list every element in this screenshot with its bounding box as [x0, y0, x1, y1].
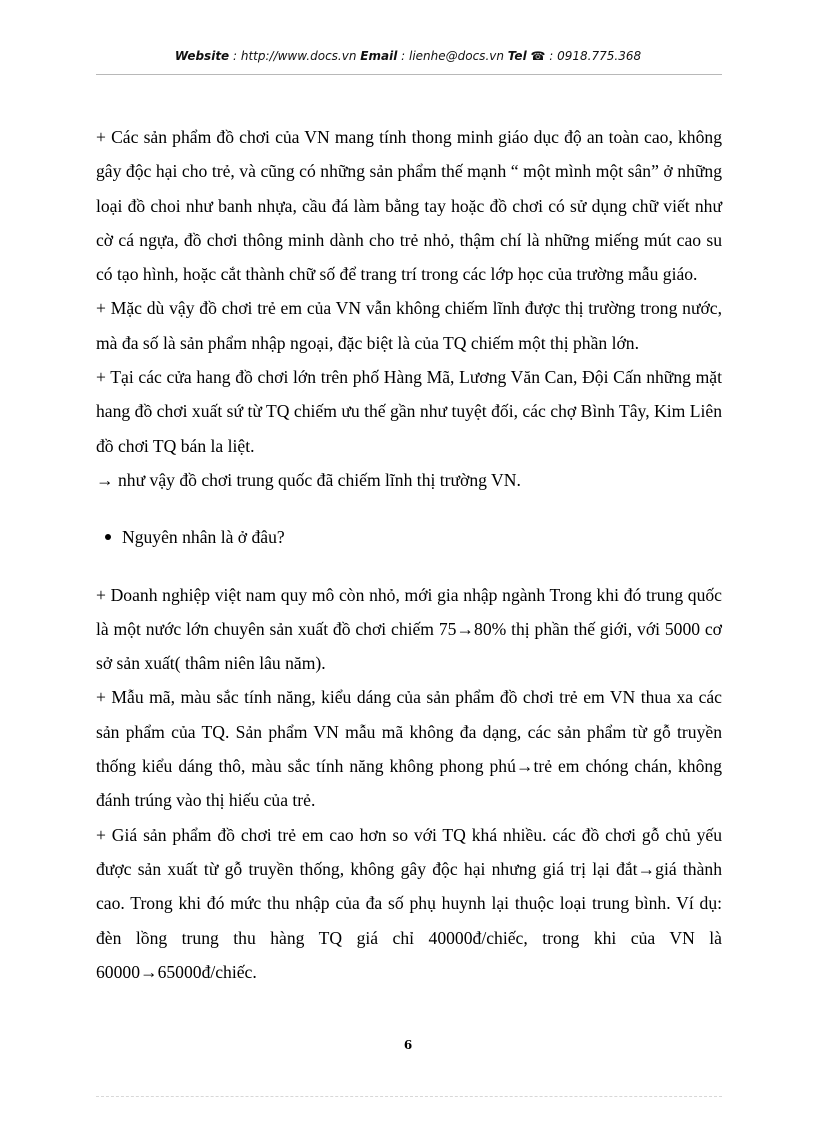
header-divider	[96, 74, 722, 75]
paragraph-6: + Mẫu mã, màu sắc tính năng, kiểu dáng của sản phẩm đồ chơi trẻ em VN thua xa các sản phẩm của TQ. Sản phẩm VN mẫu mã không đa dạng, các sản phẩm từ gỗ truyền thống kiểu dáng thô, màu sắc tính năng không phong phú→trẻ em chóng chán, không đánh trúng vào thị hiếu của trẻ.	[96, 687, 722, 811]
page-number: 6	[403, 1038, 413, 1052]
page-header	[0, 49, 816, 63]
website-url[interactable]: http://www.docs.vn	[240, 49, 357, 63]
bullet-text: Nguyên nhân là ở đâu?	[122, 527, 285, 548]
website-label: Website	[174, 49, 230, 63]
email-label: Email	[360, 49, 398, 63]
paragraph-7: + Giá sản phẩm đồ chơi trẻ em cao hơn so với TQ khá nhiều. các đồ chơi gỗ chủ yếu được sản xuất từ gỗ truyền thống, không gây độc hại nhưng giá trị lại đắt→giá thành cao. Trong khi đó mức thu nhập của đa số phụ huynh lại thuộc loại trung bình. Ví dụ: đèn lồng trung thu hàng TQ giá chỉ 40000đ/chiếc, trong khi của VN là 60000→65000đ/chiếc.	[96, 824, 722, 982]
website-sep: :	[229, 49, 241, 63]
tel-value: : 0918.775.368	[545, 49, 642, 63]
document-body	[96, 120, 722, 989]
email-value[interactable]: lienhe@docs.vn	[408, 49, 504, 63]
paragraph-3: + Tại các cửa hang đồ chơi lớn trên phố Hàng Mã, Lương Văn Can, Đội Cấn những mặt hang đồ chơi xuất sứ từ TQ chiếm ưu thế gần như tuyệt đối, các chợ Bình Tây, Kim Liên đồ chơi TQ bán la liệt.	[96, 367, 722, 456]
paragraph-4: → như vậy đồ chơi trung quốc đã chiếm lĩnh thị trường VN.	[96, 469, 521, 490]
paragraph-5: + Doanh nghiệp việt nam quy mô còn nhỏ, mới gia nhập ngành Trong khi đó trung quốc là một nước lớn chuyên sản xuất đồ chơi chiếm 75→80% thị phần thế giới, với 5000 cơ sở sản xuất( thâm niên lâu năm).	[96, 584, 722, 674]
footer-divider	[96, 1096, 722, 1097]
paragraph-2: + Mặc dù vậy đồ chơi trẻ em của VN vẫn không chiếm lĩnh được thị trường trong nước, mà đa số là sản phẩm nhập ngoại, đặc biệt là của TQ chiếm một thị phần lớn.	[96, 298, 722, 353]
email-sep: :	[397, 49, 409, 63]
tel-label: Tel	[507, 49, 527, 63]
bullet-dot-icon	[105, 534, 111, 540]
paragraph-1: + Các sản phẩm đồ chơi của VN mang tính thong minh giáo dục độ an toàn cao, không gây độc hại cho trẻ, và cũng có những sản phẩm thế mạnh “ một mình một sân” ở những loại đồ choi như banh nhựa, cầu đá làm bằng tay hoặc đồ chơi có sử dụng chữ viết như cờ cá ngựa, đồ chơi thông minh dành cho trẻ nhỏ, thậm chí là những miếng mút cao su có tạo hình, hoặc cắt thành chữ số để trang trí trong các lớp học của trường mẫu giáo.	[96, 127, 722, 285]
phone-icon: ☎	[530, 49, 546, 63]
bullet-item	[96, 520, 722, 554]
